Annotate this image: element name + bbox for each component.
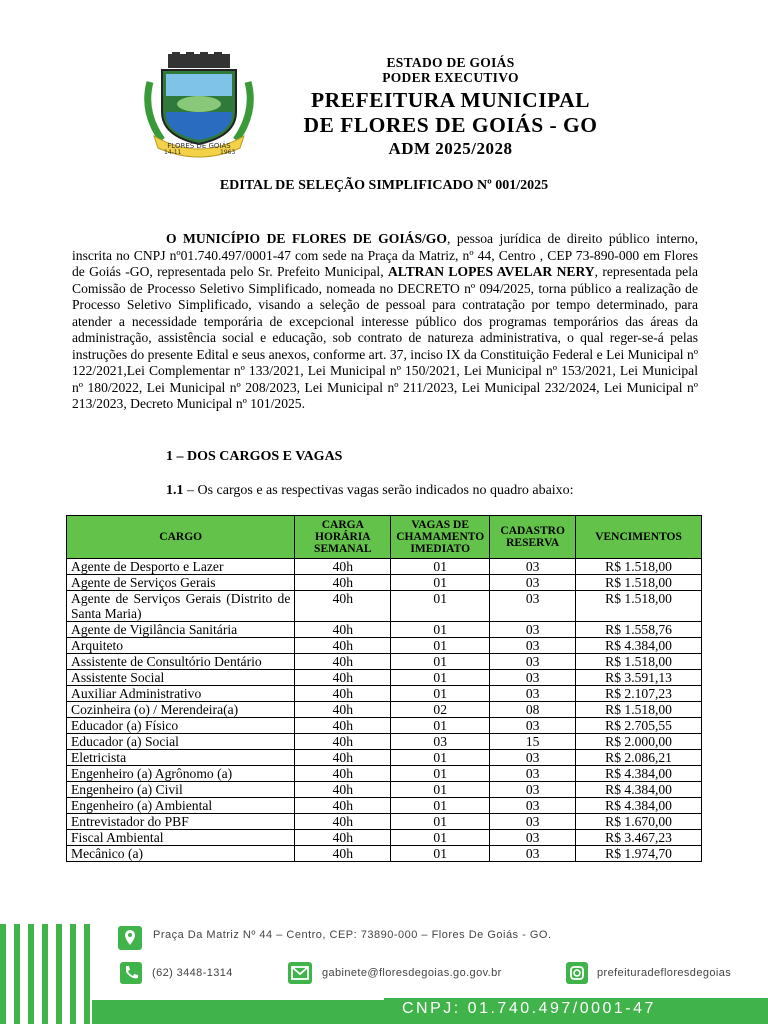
cell-carga: 40h (295, 670, 391, 686)
table-row (67, 798, 702, 814)
cell-reserva: 03 (490, 846, 576, 862)
cell-vencimentos: R$ 4.384,00 (576, 798, 702, 814)
cell-cargo: Agente de Desporto e Lazer (67, 559, 295, 575)
cell-vagas: 01 (391, 670, 490, 686)
cell-reserva: 15 (490, 734, 576, 750)
cell-reserva: 03 (490, 575, 576, 591)
cell-cargo: Educador (a) Físico (67, 718, 295, 734)
table-row (67, 670, 702, 686)
table-row (67, 750, 702, 766)
cell-carga: 40h (295, 559, 391, 575)
crest-year: 1963 (220, 149, 236, 156)
cell-vagas: 01 (391, 766, 490, 782)
cell-vagas: 01 (391, 830, 490, 846)
cell-reserva: 03 (490, 686, 576, 702)
table-row (67, 846, 702, 862)
cell-reserva: 03 (490, 638, 576, 654)
cell-vagas: 01 (391, 559, 490, 575)
municipal-crest (140, 52, 258, 160)
cell-cargo: Educador (a) Social (67, 734, 295, 750)
cell-vencimentos: R$ 2.107,23 (576, 686, 702, 702)
footer-phone: (62) 3448-1314 (152, 967, 233, 979)
table-row (67, 638, 702, 654)
cell-carga: 40h (295, 575, 391, 591)
cell-vagas: 01 (391, 750, 490, 766)
cell-carga: 40h (295, 591, 391, 622)
cell-carga: 40h (295, 814, 391, 830)
table-row (67, 734, 702, 750)
table-header-row (67, 516, 702, 559)
intro-text-1: , pessoa jurídica de direito público interno, inscrita no CNPJ nº01.740.497/0001-47 com sede na Praça da Matriz, nº 44, Centro , CEP 73-890-000 em Flores de Goiás -GO, representada pelo Sr. Prefeito Municipal, (72, 231, 698, 279)
footer-bar-left (92, 1000, 384, 1024)
cell-cargo: Agente de Serviços Gerais (67, 575, 295, 591)
cell-cargo: Cozinheira (o) / Merendeira(a) (67, 702, 295, 718)
table-row (67, 622, 702, 638)
subsection-text: – Os cargos e as respectivas vagas serão indicados no quadro abaixo: (183, 483, 574, 498)
cell-vencimentos: R$ 3.467,23 (576, 830, 702, 846)
footer-email: gabinete@floresdegoias.go.gov.br (322, 967, 502, 979)
administration-term: ADM 2025/2028 (388, 139, 513, 158)
table-row (67, 702, 702, 718)
intro-paragraph (72, 231, 698, 413)
cell-carga: 40h (295, 782, 391, 798)
cell-cargo: Assistente de Consultório Dentário (67, 654, 295, 670)
footer-cnpj: CNPJ: 01.740.497/0001-47 (402, 1000, 656, 1017)
intro-text-2: , representada pela Comissão de Processo Seletivo Simplificado, nomeada no DECRETO nº 094/2025, torna público a realização de Processo Seletivo Simplificado, visando a seleção de pessoal para contratação por tempo determinado, para atender a necessidade temporária de excepcional interesse público dos programas temporários das áreas da administração, assistência social e educação, sob contrato de natureza administrativa, o qual reger-se-á pelas instruções do presente Edital e seus anexos, conforme art. 37, inciso IX da Constituição Federal e Lei Municipal nº 122/2021,Lei Complementar nº 133/2021, Lei Municipal nº 150/2021, Lei Municipal nº 153/2021, Lei Municipal nº 180/2022, Lei Municipal nº 208/2023, Lei Municipal nº 211/2023, Lei Municipal 232/2024, Lei Municipal nº 213/2023, Decreto Municipal nº 101/2025. (72, 264, 699, 411)
cell-cargo: Entrevistador do PBF (67, 814, 295, 830)
cell-cargo: Engenheiro (a) Agrônomo (a) (67, 766, 295, 782)
cell-carga: 40h (295, 798, 391, 814)
table-row (67, 782, 702, 798)
cell-carga: 40h (295, 654, 391, 670)
cell-vagas: 01 (391, 798, 490, 814)
positions-table (66, 515, 702, 862)
crest-date: 14-11 (164, 149, 182, 156)
cell-carga: 40h (295, 734, 391, 750)
cell-vencimentos: R$ 4.384,00 (576, 766, 702, 782)
cell-vencimentos: R$ 1.518,00 (576, 575, 702, 591)
cell-carga: 40h (295, 750, 391, 766)
cell-cargo: Assistente Social (67, 670, 295, 686)
footer-stripes (0, 898, 90, 1024)
cell-vencimentos: R$ 4.384,00 (576, 638, 702, 654)
executive-power: PODER EXECUTIVO (382, 70, 519, 85)
cell-reserva: 03 (490, 559, 576, 575)
state-name: ESTADO DE GOIÁS (386, 55, 515, 70)
table-row (67, 830, 702, 846)
cell-cargo: Agente de Vigilância Sanitária (67, 622, 295, 638)
table-row (67, 686, 702, 702)
header-vencimentos: VENCIMENTOS (576, 516, 702, 559)
cell-cargo: Auxiliar Administrativo (67, 686, 295, 702)
table-row (67, 766, 702, 782)
cell-vencimentos: R$ 2.086,21 (576, 750, 702, 766)
cell-vagas: 01 (391, 591, 490, 622)
cell-vencimentos: R$ 1.518,00 (576, 654, 702, 670)
cell-vencimentos: R$ 1.518,00 (576, 591, 702, 622)
cell-reserva: 03 (490, 670, 576, 686)
cell-reserva: 03 (490, 798, 576, 814)
intro-mayor: ALTRAN LOPES AVELAR NERY (387, 264, 595, 279)
cell-vagas: 01 (391, 686, 490, 702)
cell-cargo: Fiscal Ambiental (67, 830, 295, 846)
cell-carga: 40h (295, 622, 391, 638)
cell-cargo: Engenheiro (a) Ambiental (67, 798, 295, 814)
cell-vagas: 02 (391, 702, 490, 718)
cell-vencimentos: R$ 1.518,00 (576, 559, 702, 575)
subsection-number: 1.1 (166, 483, 184, 498)
table-row (67, 718, 702, 734)
cell-cargo: Eletricista (67, 750, 295, 766)
cell-reserva: 08 (490, 702, 576, 718)
cell-vagas: 01 (391, 814, 490, 830)
cell-vagas: 01 (391, 718, 490, 734)
letterhead (278, 55, 623, 160)
table-row (67, 559, 702, 575)
table-row (67, 591, 702, 622)
cell-vagas: 01 (391, 638, 490, 654)
header-reserva: CADASTRO RESERVA (490, 516, 576, 559)
document-title: EDITAL DE SELEÇÃO SIMPLIFICADO Nº 001/2025 (219, 178, 549, 193)
cell-carga: 40h (295, 638, 391, 654)
instagram-icon (566, 962, 588, 984)
cell-vencimentos: R$ 1.974,70 (576, 846, 702, 862)
cell-vencimentos: R$ 1.558,76 (576, 622, 702, 638)
cell-vagas: 03 (391, 734, 490, 750)
cell-reserva: 03 (490, 654, 576, 670)
table-row (67, 654, 702, 670)
cell-reserva: 03 (490, 622, 576, 638)
intro-entity: O MUNICÍPIO DE FLORES DE GOIÁS/GO (166, 231, 447, 246)
cell-cargo: Arquiteto (67, 638, 295, 654)
cell-cargo: Engenheiro (a) Civil (67, 782, 295, 798)
subsection (166, 483, 574, 499)
crest-motto: FLORES DE GOIÁS (167, 142, 231, 150)
table-row (67, 814, 702, 830)
cell-reserva: 03 (490, 830, 576, 846)
cell-vencimentos: R$ 2.705,55 (576, 718, 702, 734)
table-row (67, 575, 702, 591)
cell-vencimentos: R$ 3.591,13 (576, 670, 702, 686)
footer-instagram: prefeituradefloresdegoias (597, 967, 732, 979)
section-title: 1 – DOS CARGOS E VAGAS (166, 449, 343, 464)
cell-cargo: Mecânico (a) (67, 846, 295, 862)
cell-carga: 40h (295, 686, 391, 702)
cell-vagas: 01 (391, 575, 490, 591)
cell-reserva: 03 (490, 718, 576, 734)
phone-icon (120, 962, 142, 984)
cell-carga: 40h (295, 718, 391, 734)
city-hall-line2: DE FLORES DE GOIÁS - GO (303, 113, 598, 137)
header-vagas: VAGAS DE CHAMAMENTO IMEDIATO (391, 516, 490, 559)
cell-vencimentos: R$ 2.000,00 (576, 734, 702, 750)
cell-vencimentos: R$ 1.518,00 (576, 702, 702, 718)
cell-vagas: 01 (391, 782, 490, 798)
cell-carga: 40h (295, 830, 391, 846)
cell-carga: 40h (295, 702, 391, 718)
cell-reserva: 03 (490, 766, 576, 782)
cell-vencimentos: R$ 4.384,00 (576, 782, 702, 798)
footer-address: Praça Da Matriz Nº 44 – Centro, CEP: 73890-000 – Flores De Goiás - GO. (153, 929, 552, 941)
cell-reserva: 03 (490, 591, 576, 622)
location-icon (118, 926, 142, 950)
header-carga: CARGA HORÁRIA SEMANAL (295, 516, 391, 559)
email-icon (288, 962, 312, 984)
cell-vencimentos: R$ 1.670,00 (576, 814, 702, 830)
cell-carga: 40h (295, 766, 391, 782)
cell-reserva: 03 (490, 782, 576, 798)
cell-vagas: 01 (391, 846, 490, 862)
header-cargo: CARGO (67, 516, 295, 559)
cell-vagas: 01 (391, 654, 490, 670)
cell-vagas: 01 (391, 622, 490, 638)
cell-carga: 40h (295, 846, 391, 862)
cell-reserva: 03 (490, 814, 576, 830)
cell-cargo: Agente de Serviços Gerais (Distrito de Santa Maria) (67, 591, 295, 622)
city-hall-line1: PREFEITURA MUNICIPAL (311, 88, 590, 112)
cell-reserva: 03 (490, 750, 576, 766)
